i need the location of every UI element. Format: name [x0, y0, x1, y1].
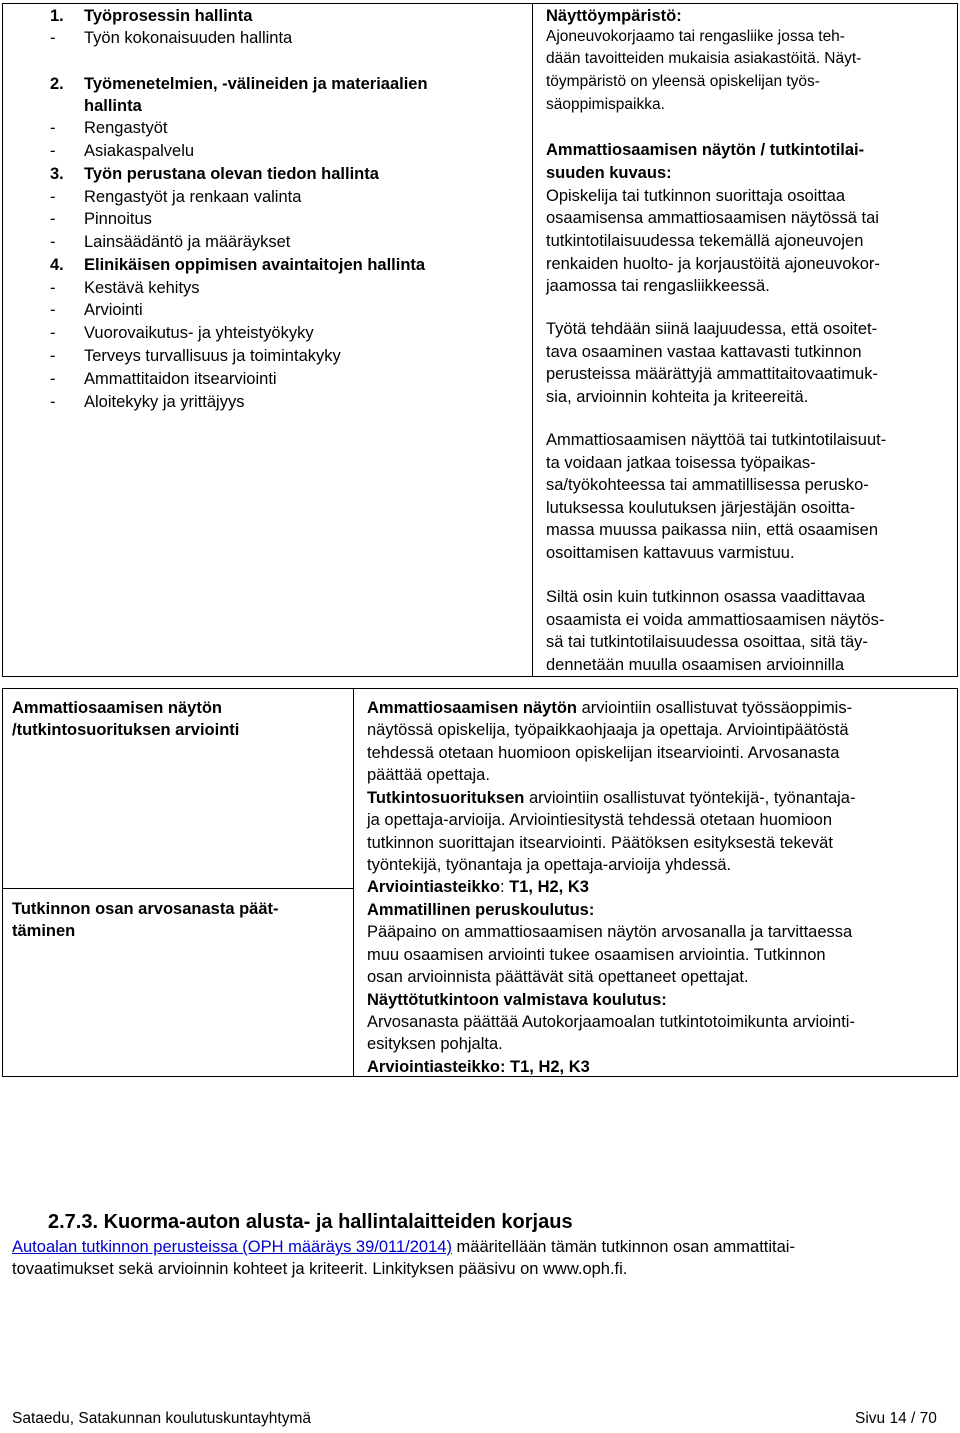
table-border-top: [2, 3, 958, 4]
list-item: Asiakaspalvelu: [84, 142, 195, 160]
text-line: sa/työkohteessa tai ammatillisessa perusko-: [546, 476, 869, 494]
list-heading: Työn perustana olevan tiedon hallinta: [84, 165, 379, 183]
list-item: Pinnoitus: [84, 210, 152, 228]
text-line: massa muussa paikassa niin, että osaamisen: [546, 521, 878, 539]
assessment-text-line: [367, 876, 589, 898]
assessment-text-line: [367, 764, 490, 786]
list-dash: -: [50, 393, 56, 411]
text-line: tutkintotilaisuudessa tekemällä ajoneuvojen: [546, 232, 864, 250]
footer-page-number: Sivu 14 / 70: [855, 1410, 937, 1427]
list-number: 4.: [50, 256, 64, 274]
text-line: tava osaaminen vastaa kattavasti tutkinnon: [546, 343, 862, 361]
list-number: 3.: [50, 165, 64, 183]
list-item: Aloitekyky ja yrittäjyys: [84, 393, 245, 411]
assessment-text-line: [367, 1011, 855, 1033]
text: Arvosanasta päättää Autokorjaamoalan tutkintotoimikunta arviointi-: [367, 1013, 855, 1031]
list-dash: -: [50, 301, 56, 319]
text-line: sia, arvioinnin kohteita ja kriteereitä.: [546, 388, 809, 406]
text: tehdessä otetaan huomioon opiskelijan itsearviointi. Arvosanasta: [367, 744, 840, 762]
list-item: Rengastyöt ja renkaan valinta: [84, 188, 302, 206]
text-line: renkaiden huolto- ja korjaustöitä ajoneuvokor-: [546, 255, 880, 273]
list-heading: Työmenetelmien, -välineiden ja materiaalien: [84, 75, 428, 93]
section-text: määritellään tämän tutkinnon osan ammattitai-: [451, 1238, 795, 1256]
table-border-right: [957, 3, 958, 677]
text-line: osaamisensa ammattiosaamisen näytössä tai: [546, 209, 879, 227]
text: Pääpaino on ammattiosaamisen näytön arvosanalla ja tarvittaessa: [367, 923, 853, 941]
text-line: lutuksessa koulutuksen järjestäjän osoitta-: [546, 499, 856, 517]
list-dash: -: [50, 188, 56, 206]
list-item: Lainsäädäntö ja määräykset: [84, 233, 291, 251]
text-line: Ajoneuvokorjaamo tai rengasliike jossa teh-: [546, 28, 845, 45]
list-item: Terveys turvallisuus ja toimintakyky: [84, 347, 341, 365]
table-border-left: [2, 3, 3, 677]
list-heading: Työprosessin hallinta: [84, 7, 253, 25]
footer-organization: Sataedu, Satakunnan koulutuskuntayhtymä: [12, 1410, 312, 1427]
text-line: ta voidaan jatkaa toisessa työpaikas-: [546, 454, 816, 472]
text-line: dään tavoitteiden mukaisia asiakastöitä. Näyt-: [546, 50, 862, 67]
table-border-left: [2, 688, 3, 1077]
assessment-text-line: [367, 742, 839, 764]
list-heading: Elinikäisen oppimisen avaintaitojen hallinta: [84, 256, 426, 274]
bold-text: Ammatillinen peruskoulutus:: [367, 901, 595, 919]
list-dash: -: [50, 324, 56, 342]
assessment-text-line: [367, 1033, 503, 1055]
table-row-divider: [2, 888, 353, 889]
list-item: Kestävä kehitys: [84, 279, 200, 297]
text-line: osaamista ei voida ammattiosaamisen näytös-: [546, 611, 885, 629]
assessment-text-line: [367, 697, 852, 719]
text: arviointiin osallistuvat työssäoppimis-: [576, 699, 853, 717]
assessment-label: Ammattiosaamisen näytön: [12, 699, 222, 717]
bold-text: Näyttötutkintoon valmistava koulutus:: [367, 991, 667, 1009]
text-line: säoppimispaikka.: [546, 96, 665, 113]
text: osan arvioinnista päättävät sitä opettaneet opettajat.: [367, 968, 749, 986]
text-line: perusteissa määrättyjä ammattitaitovaatimuk-: [546, 365, 878, 383]
list-heading-cont: hallinta: [84, 97, 142, 115]
environment-heading: Näyttöympäristö:: [546, 7, 682, 25]
text: arviointiin osallistuvat työntekijä-, työnantaja-: [524, 789, 856, 807]
demonstration-heading-cont: suuden kuvaus:: [546, 164, 672, 182]
text: päättää opettaja.: [367, 766, 490, 784]
text-line: töympäristö on yleensä opiskelijan työs-: [546, 73, 820, 90]
assessment-text-line: [367, 989, 667, 1011]
list-dash: -: [50, 29, 56, 47]
assessment-text-line: [367, 899, 594, 921]
list-number: 1.: [50, 7, 64, 25]
table-border-bottom: [2, 676, 958, 677]
section-text-line-2: tovaatimukset sekä arvioinnin kohteet ja kriteerit. Linkityksen pääsivu on www.oph.fi.: [12, 1260, 628, 1278]
assessment-text-line: [367, 966, 749, 988]
text-line: Siltä osin kuin tutkinnon osassa vaadittavaa: [546, 588, 866, 606]
text: :: [499, 878, 510, 896]
assessment-label-cont: /tutkintosuorituksen arviointi: [12, 721, 240, 739]
table-border-top: [2, 688, 958, 689]
text: esityksen pohjalta.: [367, 1035, 503, 1053]
list-item: Arviointi: [84, 301, 143, 319]
demonstration-heading: Ammattiosaamisen näytön / tutkintotilai-: [546, 141, 865, 159]
list-item: Vuorovaikutus- ja yhteistyökyky: [84, 324, 314, 342]
list-item: Työn kokonaisuuden hallinta: [84, 29, 293, 47]
assessment-text-line: [367, 854, 731, 876]
assessment-text-line: [367, 832, 833, 854]
text-line: dennetään muulla osaamisen arvioinnilla: [546, 656, 845, 674]
list-item: Rengastyöt: [84, 119, 168, 137]
bold-text: Arviointiasteikko: T1, H2, K3: [367, 1058, 590, 1076]
text-line: Työtä tehdään siinä laajuudessa, että osoitet-: [546, 320, 878, 338]
text: tutkinnon suorittajan itsearviointi. Päätöksen esityksestä tekevät: [367, 834, 833, 852]
text: työntekijä, työnantaja ja opettaja-arvioija yhdessä.: [367, 856, 732, 874]
curriculum-link[interactable]: Autoalan tutkinnon perusteissa (OPH määräys 39/011/2014): [12, 1238, 452, 1256]
list-number: 2.: [50, 75, 64, 93]
text: näytössä opiskelija, työpaikkaohjaaja ja opettaja. Arviointipäätöstä: [367, 721, 849, 739]
text-line: Ammattiosaamisen näyttöä tai tutkintotilaisuut-: [546, 431, 887, 449]
grading-label: Tutkinnon osan arvosanasta päät-: [12, 900, 279, 918]
text-line: osoittamisen kattavuus varmistuu.: [546, 544, 795, 562]
section-text-line-1: [12, 1236, 795, 1258]
section-heading: 2.7.3. Kuorma-auton alusta- ja hallintalaitteiden korjaus: [48, 1211, 573, 1233]
assessment-text-line: [367, 719, 849, 741]
text: muu osaamisen arviointi tukee osaamisen arviointia. Tutkinnon: [367, 946, 826, 964]
list-dash: -: [50, 119, 56, 137]
bold-text: Arviointiasteikko: [367, 878, 500, 896]
list-dash: -: [50, 142, 56, 160]
list-dash: -: [50, 233, 56, 251]
list-dash: -: [50, 370, 56, 388]
bold-text: T1, H2, K3: [509, 878, 589, 896]
bold-text: Ammattiosaamisen näytön: [367, 699, 577, 717]
assessment-text-line: [367, 787, 855, 809]
table-column-divider: [532, 3, 533, 677]
assessment-text-line: [367, 944, 826, 966]
table-column-divider: [353, 688, 354, 1077]
text: ja opettaja-arvioija. Arviointiesitystä tehdessä otetaan huomioon: [367, 811, 833, 829]
text-line: jaamossa tai rengasliikkeessä.: [546, 277, 770, 295]
table-border-right: [957, 688, 958, 1077]
assessment-text-line: [367, 1056, 590, 1078]
assessment-text-line: [367, 921, 852, 943]
text-line: Opiskelija tai tutkinnon suorittaja osoittaa: [546, 187, 845, 205]
list-dash: -: [50, 347, 56, 365]
bold-text: Tutkintosuorituksen: [367, 789, 525, 807]
assessment-text-line: [367, 809, 832, 831]
list-dash: -: [50, 279, 56, 297]
text-line: sä tai tutkintotilaisuudessa osoittaa, sitä täy-: [546, 633, 868, 651]
list-dash: -: [50, 210, 56, 228]
list-item: Ammattitaidon itsearviointi: [84, 370, 277, 388]
grading-label-cont: täminen: [12, 922, 76, 940]
